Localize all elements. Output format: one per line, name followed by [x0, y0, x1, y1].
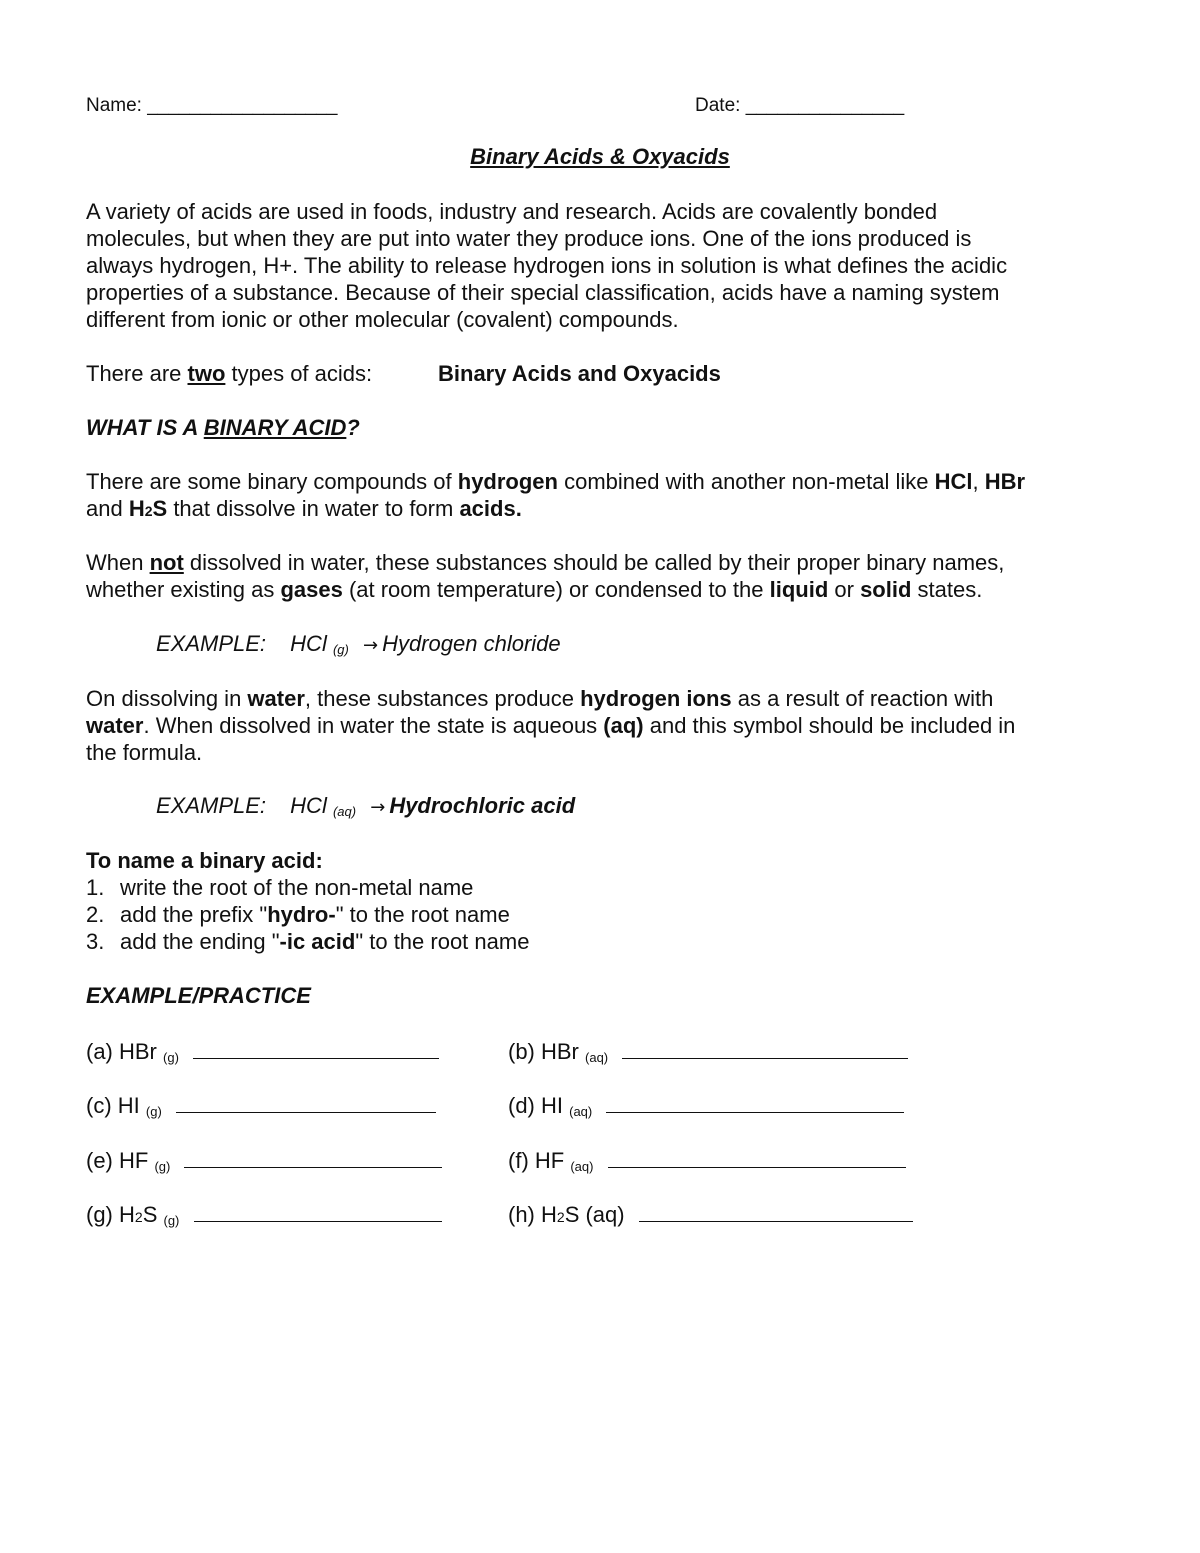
- subscript: 2: [144, 503, 153, 519]
- practice-item-c: [86, 1092, 436, 1126]
- text-run: gases: [280, 577, 343, 602]
- text-run: water: [247, 686, 305, 711]
- practice-label: S: [142, 1202, 158, 1227]
- heading-prefix: WHAT IS A: [86, 415, 204, 440]
- answer-blank[interactable]: [622, 1040, 908, 1059]
- text-run: and: [86, 496, 129, 521]
- state-subscript: (aq): [569, 1104, 593, 1119]
- practice-label: (g) H: [86, 1202, 135, 1227]
- step-number: 2.: [86, 902, 105, 927]
- text-run: or: [828, 577, 861, 602]
- text-run: not: [149, 550, 184, 575]
- step-text: " to the root name: [355, 929, 530, 954]
- practice-label: (c) HI: [86, 1093, 140, 1118]
- list-item: [86, 901, 529, 928]
- practice-label: (a) HBr: [86, 1039, 157, 1064]
- example-name: ic acid: [506, 793, 576, 818]
- not-dissolved-paragraph: [86, 549, 1116, 603]
- text-run: as a result of reaction with: [731, 686, 994, 711]
- practice-label: (f) HF: [508, 1148, 565, 1173]
- step-text: " to the root name: [335, 902, 510, 927]
- text-run: the formula.: [86, 740, 203, 765]
- practice-label: (h) H: [508, 1202, 557, 1227]
- naming-heading: To name a binary acid:: [86, 848, 323, 873]
- state-subscript: (aq): [570, 1159, 594, 1174]
- text-run: On dissolving in: [86, 686, 248, 711]
- text-run: HBr: [984, 469, 1026, 494]
- example-label: EXAMPLE:: [156, 631, 267, 656]
- heading-suffix: ?: [346, 415, 360, 440]
- binary-definition: [86, 468, 1116, 525]
- state-subscript: (g): [332, 642, 349, 657]
- naming-steps: [86, 874, 529, 955]
- text-run: acids.: [459, 496, 522, 521]
- text-run: (aq): [603, 713, 644, 738]
- list-item: [86, 928, 529, 955]
- arrow-icon: →: [370, 797, 386, 818]
- example-label: EXAMPLE:: [156, 793, 267, 818]
- text-run: HCl: [934, 469, 973, 494]
- heading-term: BINARY ACID: [203, 415, 347, 440]
- state-subscript: (g): [163, 1050, 179, 1065]
- text-run: whether existing as: [86, 577, 281, 602]
- practice-heading: EXAMPLE/PRACTICE: [86, 983, 311, 1008]
- practice-item-h: [508, 1201, 913, 1231]
- intro-line: properties of a substance. Because of their special classification, acids have a naming system: [86, 280, 1000, 305]
- intro-line: different from ionic or other molecular (covalent) compounds.: [86, 307, 679, 332]
- text-run: states.: [911, 577, 983, 602]
- subscript: 2: [134, 1209, 143, 1225]
- text-run: hydrogen: [457, 469, 558, 494]
- step-text: add the ending ": [120, 929, 280, 954]
- intro-line: A variety of acids are used in foods, industry and research. Acids are covalently bonded: [86, 199, 938, 224]
- example-formula: HCl: [290, 631, 327, 656]
- step-text-bold: -ic acid: [279, 929, 356, 954]
- types-prefix: There are: [86, 361, 188, 386]
- state-subscript: (aq): [585, 1050, 609, 1065]
- practice-item-g: [86, 1201, 442, 1235]
- answer-blank[interactable]: [193, 1040, 439, 1059]
- practice-item-e: [86, 1147, 442, 1181]
- intro-line: always hydrogen, H+. The ability to release hydrogen ions in solution is what defines the acidic: [86, 253, 1008, 278]
- text-run: solid: [860, 577, 912, 602]
- practice-item-d: [508, 1092, 904, 1126]
- practice-label: (e) HF: [86, 1148, 149, 1173]
- arrow-icon: →: [362, 635, 379, 656]
- text-run: dissolved in water, these substances should be called by their proper binary names,: [183, 550, 1005, 575]
- list-item: [86, 874, 529, 901]
- practice-item-f: [508, 1147, 906, 1181]
- text-run: water: [86, 713, 144, 738]
- dissolving-paragraph: [86, 685, 1116, 766]
- answer-blank[interactable]: [639, 1203, 913, 1222]
- acid-types-line: [86, 360, 721, 388]
- types-suffix: types of acids:: [225, 361, 373, 386]
- practice-label: (b) HBr: [508, 1039, 579, 1064]
- text-run: , these substances produce: [304, 686, 581, 711]
- state-subscript: (g): [154, 1159, 171, 1174]
- state-subscript: (g): [163, 1213, 180, 1228]
- answer-blank[interactable]: [194, 1203, 442, 1222]
- text-run: hydrogen ions: [580, 686, 732, 711]
- text-run: ,: [972, 469, 985, 494]
- types-count: two: [187, 361, 226, 386]
- text-run: that dissolve in water to form: [167, 496, 460, 521]
- practice-label: S (aq): [564, 1202, 625, 1227]
- example-formula: HCl: [290, 793, 327, 818]
- example-aqueous: [156, 792, 575, 826]
- state-subscript: (aq): [332, 804, 357, 819]
- text-run: and this symbol should be included in: [643, 713, 1016, 738]
- example-gas: [156, 630, 561, 664]
- intro-paragraph: [86, 198, 1116, 333]
- example-name: Hydrochlor: [389, 793, 507, 818]
- binary-acid-heading: [86, 414, 360, 442]
- types-names: Binary Acids and Oxyacids: [438, 361, 721, 386]
- text-run: combined with another non-metal like: [557, 469, 935, 494]
- text-run: liquid: [769, 577, 829, 602]
- practice-label: (d) HI: [508, 1093, 563, 1118]
- answer-blank[interactable]: [176, 1094, 436, 1113]
- answer-blank[interactable]: [608, 1149, 906, 1168]
- step-number: 1.: [86, 875, 105, 900]
- name-field-label: Name: __________________: [86, 95, 338, 116]
- text-run: . When dissolved in water the state is aqueous: [143, 713, 604, 738]
- date-field-label: Date: _______________: [695, 95, 905, 116]
- step-text: write the root of the non-metal name: [120, 875, 474, 900]
- answer-blank[interactable]: [184, 1149, 442, 1168]
- page-title: Binary Acids & Oxyacids: [470, 144, 730, 169]
- step-text-bold: hydro-: [267, 902, 336, 927]
- practice-item-b: [508, 1038, 908, 1072]
- answer-blank[interactable]: [606, 1094, 904, 1113]
- text-run: S: [152, 496, 168, 521]
- text-run: When: [86, 550, 150, 575]
- step-number: 3.: [86, 929, 105, 954]
- step-text: add the prefix ": [120, 902, 268, 927]
- text-run: There are some binary compounds of: [86, 469, 458, 494]
- state-subscript: (g): [145, 1104, 162, 1119]
- example-name: Hydrogen chloride: [382, 631, 561, 656]
- text-run: (at room temperature) or condensed to the: [342, 577, 770, 602]
- text-run: H: [128, 496, 145, 521]
- practice-item-a: [86, 1038, 439, 1072]
- subscript: 2: [556, 1209, 565, 1225]
- intro-line: molecules, but when they are put into water they produce ions. One of the ions produced is: [86, 226, 972, 251]
